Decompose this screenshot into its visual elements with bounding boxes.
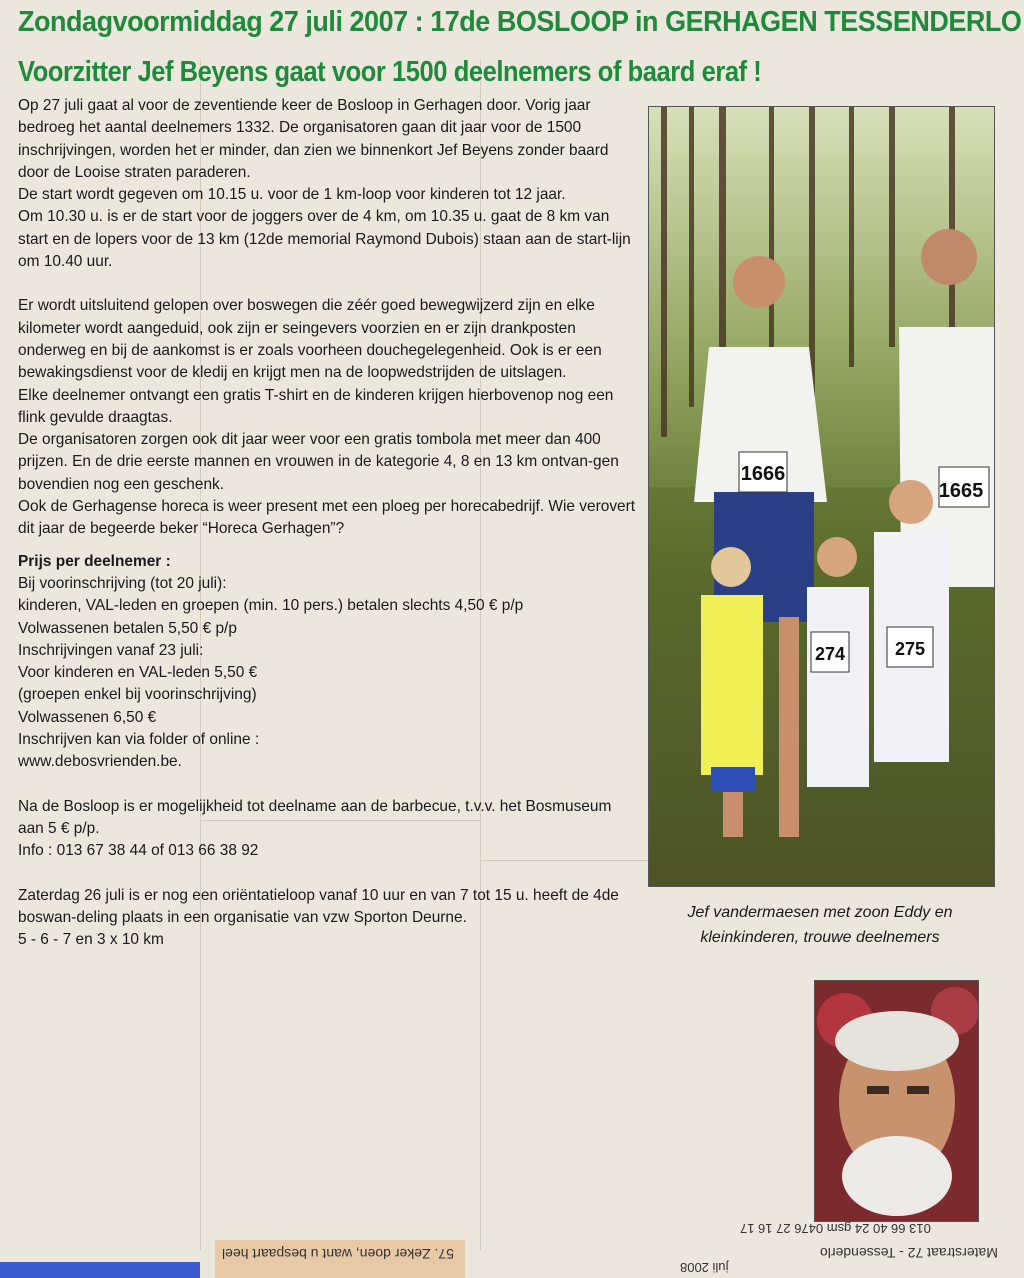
footer-strip — [0, 1262, 200, 1278]
subheadline: Voorzitter Jef Beyens gaat voor 1500 deelnemers of baard eraf ! — [18, 56, 762, 88]
article-body — [18, 95, 636, 951]
info-phone: Info : 013 67 38 44 of 013 66 38 92 — [18, 842, 259, 860]
price-line: Volwassenen betalen 5,50 € p/p — [18, 619, 237, 637]
photo-caption: Jef vandermaesen met zoon Eddy en kleinkinderen, trouwe deelnemers — [687, 904, 953, 946]
footer-date: juli 2008 — [680, 1260, 729, 1275]
price-line: (groepen enkel bij voorinschrijving) — [18, 686, 257, 704]
headline: Zondagvoormiddag 27 juli 2007 : 17de BOSLOOP in GERHAGEN TESSENDERLO — [18, 6, 1022, 38]
distances: 5 - 6 - 7 en 3 x 10 km — [18, 931, 164, 949]
footer-address: Materstraat 72 - Tessenderlo — [820, 1245, 998, 1261]
paragraph-course: Er wordt uitsluitend gelopen over boswegen die zéér goed bewegwijzerd zijn en elke kilometer wordt aangeduid, ook zijn er seingevers voorzien en er zijn drankposten onderweg en bij de aankomst is er zoals voorheen douchegelegenheid. Ook is er een bewakingsdienst voor de kledij en krijgt men na de loopwedstrijden de uitslagen. — [18, 297, 602, 382]
price-line: Volwassenen 6,50 € — [18, 708, 157, 726]
portrait-photo — [814, 980, 979, 1222]
price-line: Voor kinderen en VAL-leden 5,50 € — [18, 664, 258, 682]
price-line: Inschrijvingen vanaf 23 juli: — [18, 641, 204, 659]
paragraph-intro: Op 27 juli gaat al voor de zeventiende keer de Bosloop in Gerhagen door. Vorig jaar bedroeg het aantal deelnemers 1332. De organisatoren gaan dit jaar voor de 1500 inschrijvingen, worden het er minder, dan zien we binnenkort Jef Beyens zonder baard door de Looise straten paraderen. — [18, 97, 609, 181]
website-text: www.debosvrienden.be. — [18, 753, 182, 771]
price-heading: Prijs per deelnemer : — [18, 552, 171, 570]
paragraph-tombola: De organisatoren zorgen ook dit jaar weer voor een gratis tombola met meer dan 400 prijzen. En de drie eerste mannen en vrouwen in de kategorie 4, 8 en 13 km ontvan-gen bovendien nog een geschenk. — [18, 431, 619, 493]
price-line: kinderen, VAL-leden en groepen (min. 10 pers.) betalen slechts 4,50 € p/p — [18, 597, 524, 615]
paragraph-gifts: Elke deelnemer ontvangt een gratis T-shirt en de kinderen krijgen hierbovenop nog een flink gevulde draagtas. — [18, 386, 614, 426]
paragraph-saturday: Zaterdag 26 juli is er nog een oriëntatieloop vanaf 10 uur en van 7 tot 15 u. heeft de 4de boswan-deling plaats in een organisatie van vzw Sporton Deurne. — [18, 886, 619, 926]
footer-phone: 013 66 40 24 gsm 0476 27 16 17 — [740, 1221, 931, 1236]
paragraph-horeca: Ook de Gerhagense horeca is weer present met een ploeg per horecabedrijf. Wie verovert dit jaar de begeerde beker “Horeca Gerhagen”? — [18, 498, 636, 538]
paragraph-barbecue: Na de Bosloop is er mogelijkheid tot deelname aan de barbecue, t.v.v. het Bosmuseum aan 5 € p/p. — [18, 797, 612, 837]
price-line: Bij voorinschrijving (tot 20 juli): — [18, 574, 227, 592]
footer-tagline: 57. Zeker doen, want u bespaart heel — [222, 1246, 454, 1262]
bib-number: 274 — [814, 644, 846, 664]
bib-number: 275 — [894, 639, 926, 659]
paragraph-start-kids: De start wordt gegeven om 10.15 u. voor de 1 km-loop voor kinderen tot 12 jaar. — [18, 186, 566, 204]
bib-number: 1665 — [938, 480, 984, 502]
runners-photo — [648, 106, 995, 887]
paragraph-start-adults: Om 10.30 u. is er de start voor de joggers over de 4 km, om 10.35 u. gaat de 8 km van start en de lopers voor de 13 km (12de memorial Raymond Dubois) staan aan de start-lijn om 10.40 uur. — [18, 208, 631, 271]
price-line: Inschrijven kan via folder of online : — [18, 731, 260, 749]
bib-number: 1666 — [740, 463, 786, 485]
